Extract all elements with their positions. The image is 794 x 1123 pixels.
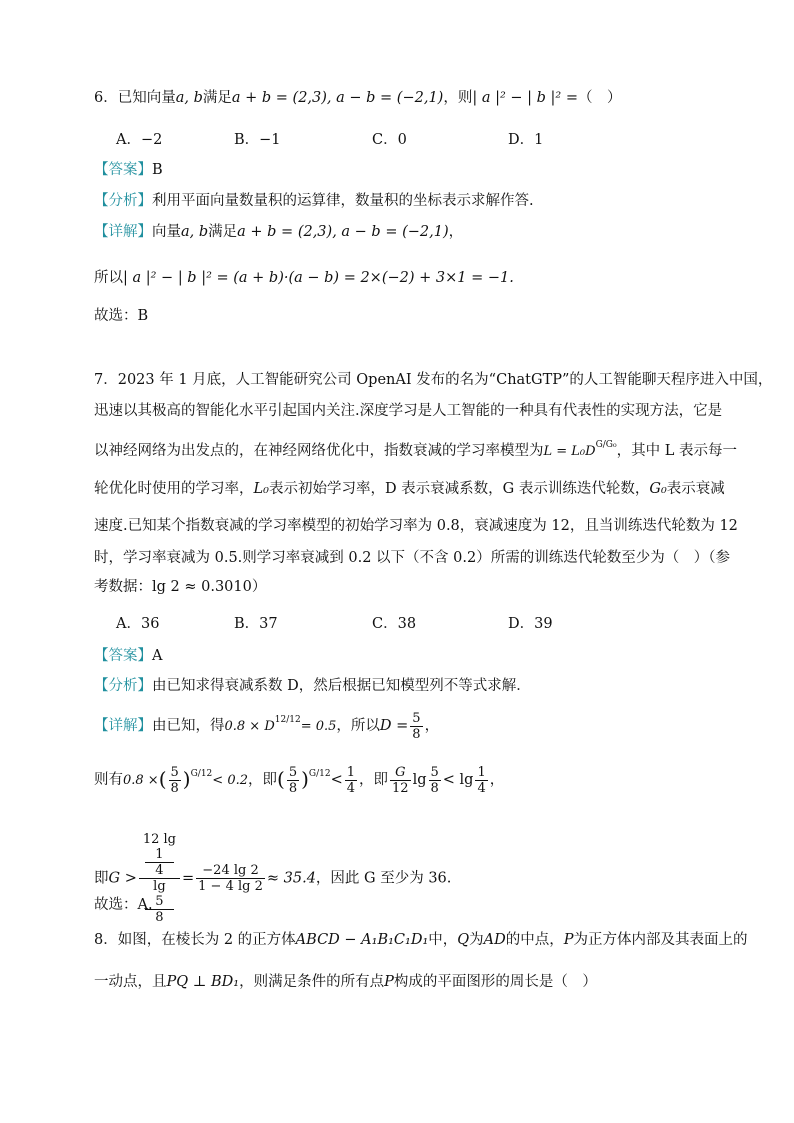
q8-point-P-2: P [384, 974, 394, 990]
q7-answer-value: A [152, 648, 163, 664]
fraction-denominator: 4 [477, 780, 486, 796]
detail-tag: 【详解】 [94, 224, 152, 240]
q6-target-expression: | a |² − | b |² = [472, 90, 578, 106]
fraction-denominator: 4 [155, 863, 164, 878]
q7-d2-fraction-2 [287, 765, 299, 796]
q7-detail-line-1 [94, 710, 439, 742]
q8-text-3: 为 [469, 932, 484, 948]
q7-analysis [94, 676, 531, 696]
q7-line4-text-2: 表示初始学习率，D 表示衰减系数，G 表示训练迭代轮数， [268, 481, 650, 497]
q6-detail-text-2: 满足 [208, 224, 238, 240]
q7-model-formula: L = L₀D [543, 444, 596, 459]
analysis-tag: 【分析】 [94, 193, 152, 209]
q7-d2-quarter [345, 765, 357, 796]
q6-option-c: C．0 [372, 132, 407, 148]
fraction-numerator: 5 [412, 710, 421, 726]
q7-line4-text-3: 表示衰减 [666, 481, 725, 497]
fraction-numerator: 1 [145, 847, 174, 863]
fraction-numerator: 5 [145, 894, 174, 910]
q8-cube-name: ABCD − A₁B₁C₁D₁ [295, 932, 429, 948]
q8-point-Q: Q [457, 932, 470, 948]
q7-d3-text: 即 [94, 870, 109, 887]
q6-stem [94, 88, 622, 108]
q7-d2-lt2: < [330, 772, 343, 788]
q8-text: 8．如图，在棱长为 2 的正方体 [94, 932, 296, 948]
q7-answer [94, 646, 162, 666]
answer-tag: 【答案】 [94, 648, 152, 664]
q7-G0: G₀ [649, 481, 667, 497]
fraction-denominator: 1 − 4 lg 2 [198, 879, 263, 894]
q6-detail-so: 所以 [94, 270, 123, 286]
q7-d2-comma: ， [489, 772, 505, 788]
q6-option-b: B．−1 [234, 132, 281, 148]
q6-vector-names: a, b [175, 90, 203, 106]
fraction-denominator: 4 [346, 780, 356, 796]
q8-segment-AD: AD [483, 932, 506, 948]
q7-d3-num-text: 12 lg [142, 832, 176, 847]
q7-option-c: C．38 [372, 616, 417, 632]
q7-d1-eq: = 0.5 [300, 719, 337, 734]
q6-analysis-text: 利用平面向量数量积的运算律，数量积的坐标表示求解作答. [152, 193, 534, 209]
q7-model-intro: 以神经网络为出发点的，在神经网络优化中，指数衰减的学习率模型为 [94, 443, 544, 459]
q7-L0: L₀ [253, 481, 269, 497]
fraction-numerator: 5 [288, 764, 298, 780]
q8-text-4: 的中点， [505, 932, 564, 948]
q6-blank: （ ） [578, 90, 622, 106]
q7-d2-expr: 0.8 × [123, 773, 159, 788]
q7-choice: 故选：A. [94, 897, 153, 913]
q7-line-6: 时，学习率衰减为 0.5.则学习率衰减到 0.2 以下（不含 0.2）所需的训练迭代轮数至少为（ ）（参 [94, 550, 730, 566]
q6-option-a: A．−2 [116, 132, 163, 148]
q7-d2-exponent-2: G/12 [308, 769, 331, 779]
q7-d1-so: ，所以 [336, 718, 380, 734]
q6-choice: 故选：B [94, 308, 149, 324]
q7-options [94, 612, 704, 632]
fraction-denominator: 8 [288, 780, 298, 796]
q7-d2-lt-lg: < lg [442, 772, 474, 788]
q7-d2-lt: < 0.2 [212, 773, 248, 788]
fraction-numerator: 1 [346, 764, 356, 780]
q8-line-1 [94, 930, 748, 950]
q6-detail-computation: | a |² − | b |² = (a + b)·(a − b) = 2×(−2) + 3×1 = −1. [123, 270, 514, 286]
q8-line-2 [94, 972, 597, 992]
q6-analysis [94, 191, 534, 211]
q7-d2-ie-2: ，即 [359, 772, 389, 788]
fraction-numerator: G [390, 765, 411, 781]
q7-d2-exponent: G/12 [190, 769, 213, 779]
q7-d1-expr: 0.8 × D [224, 719, 275, 734]
q7-line-1: 7．2023 年 1 月底，人工智能研究公司 OpenAI 发布的名为“ChatGTP”的人工智能聊天程序进入中国， [94, 372, 773, 388]
q7-analysis-text: 由已知求得衰减系数 D，然后根据已知模型列不等式求解． [152, 678, 531, 694]
fraction-denominator: 8 [155, 910, 164, 925]
q8-text-5: 为正方体内部及其表面上的 [573, 932, 748, 948]
q6-vector-equations: a + b = (2,3), a − b = (−2,1) [231, 90, 444, 106]
fraction-numerator: 1 [477, 764, 486, 780]
q7-d1-fraction [410, 711, 422, 742]
q6-options [94, 128, 704, 148]
q7-line4-text: 轮优化时使用的学习率， [94, 481, 254, 497]
q6-detail-comma: ， [448, 224, 464, 240]
q7-d1-exponent: 12/12 [274, 715, 301, 725]
fraction-denominator: 8 [170, 780, 179, 796]
q7-line-7: 考数据：lg 2 ≈ 0.3010） [94, 579, 267, 595]
q7-line-3 [94, 435, 737, 462]
q6-answer [94, 160, 163, 180]
q7-d2-fraction [169, 765, 181, 796]
q6-stem-text-2: 满足 [202, 90, 232, 106]
q6-detail-vectors: a, b [181, 224, 209, 240]
q6-detail-line-2 [94, 268, 514, 288]
q7-line-2: 迅速以其极高的智能化水平引起国内关注.深度学习是人工智能的一种具有代表性的实现方法，它是 [94, 403, 723, 419]
q8-text-2: 中， [428, 932, 458, 948]
q7-d3-num-quarter [143, 847, 176, 878]
q7-d3-conclusion: ，因此 G 至少为 36. [315, 870, 452, 887]
q6-stem-text: 6．已知向量 [94, 90, 176, 106]
fraction-numerator: 5 [430, 764, 439, 780]
fraction-denominator: 8 [412, 726, 421, 742]
fraction-denominator: 8 [430, 780, 439, 796]
fraction-numerator [139, 832, 180, 879]
fraction-denominator: 12 [392, 780, 409, 796]
q7-line-4 [94, 479, 725, 499]
q8-line2-text: 一动点，且 [94, 974, 167, 990]
q8-line2-text-2: ，则满足条件的所有点 [239, 974, 385, 990]
q7-detail-line-2: 则有0.8 ×( $\frac{5}{8}$ )$^{G/12}$< 0.2，即( $\frac{5}{8}$ )$^{G/12}$< $\frac{1}{4}$ ，即 $\frac{G}{12}$ lg $\frac{5}{8}$ < lg $\frac{1}{4}$ ， [94, 764, 505, 796]
q7-d2-g-fraction [390, 765, 411, 796]
q6-detail-line-1 [94, 222, 463, 242]
q7-option-d: D．39 [508, 616, 553, 632]
q7-d3-G: G > [108, 870, 137, 887]
q6-detail-text: 向量 [152, 224, 181, 240]
q6-stem-text-3: ，则 [443, 90, 473, 106]
q7-model-exponent: G/G₀ [595, 440, 617, 450]
q7-d1-D: D = [379, 718, 409, 734]
q6-answer-value: B [152, 162, 163, 178]
detail-tag: 【详解】 [94, 718, 152, 734]
q7-d3-eq-fraction [196, 863, 265, 894]
q7-d1-comma: ， [424, 718, 440, 734]
q8-point-P: P [563, 932, 574, 948]
q7-d3-den-text: lg [153, 879, 166, 894]
fraction-numerator: −24 lg 2 [196, 863, 265, 879]
q7-model-desc: ，其中 L 表示每一 [616, 443, 737, 459]
q6-detail-equations: a + b = (2,3), a − b = (−2,1) [237, 224, 449, 240]
q7-d2-lg-quarter [475, 765, 487, 796]
q7-d2-ie: ，即 [248, 772, 277, 788]
q7-option-a: A．36 [116, 616, 160, 632]
q8-perpendicular: PQ ⊥ BD₁ [166, 974, 240, 990]
q7-d2-text: 则有 [94, 772, 123, 788]
q7-d3-approx: ≈ 35.4 [266, 870, 316, 887]
q7-line-5: 速度.已知某个指数衰减的学习率模型的初始学习率为 0.8，衰减速度为 12，且当训练迭代轮数为 12 [94, 518, 738, 534]
q7-option-b: B．37 [234, 616, 278, 632]
q7-d1-text: 由已知，得 [152, 718, 225, 734]
fraction-numerator: 5 [170, 764, 179, 780]
q7-d2-lg-fraction [429, 765, 441, 796]
q6-option-d: D．1 [508, 132, 544, 148]
q7-d2-lg: lg [412, 772, 427, 788]
analysis-tag: 【分析】 [94, 678, 152, 694]
q8-line2-text-3: 构成的平面图形的周长是（ ） [393, 974, 597, 990]
answer-tag: 【答案】 [94, 162, 152, 178]
q7-detail-line-3: 即G > 12 lg 1 4 lg 5 8 = $\frac{-24 \lg 2}{1 - 4 \lg 2}$ ≈ 35.4，因此 G 至少为 36. [94, 832, 452, 925]
